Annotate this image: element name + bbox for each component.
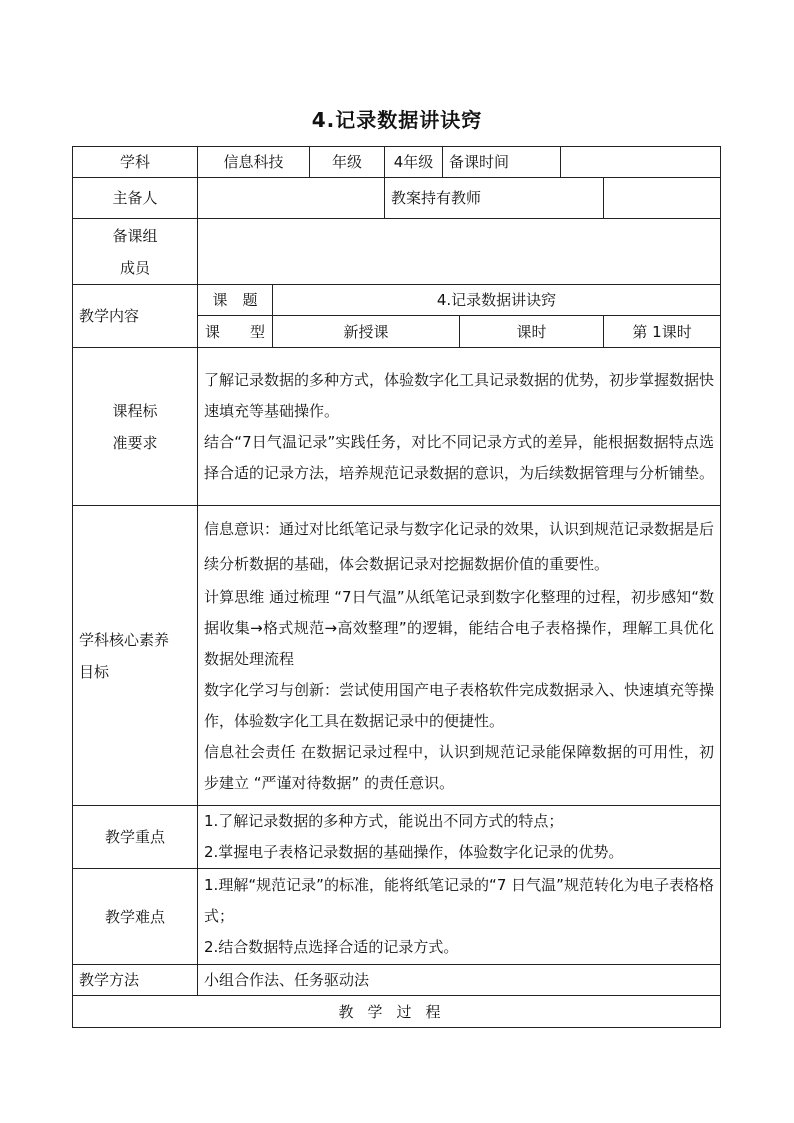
row-standards — [73, 348, 721, 506]
standards-paragraph: 结合“7日气温记录”实践任务，对比不同记录方式的差异，能根据数据特点选择合适的记录方法，培养规范记录数据的意识，为后续数据管理与分析铺垫。 — [204, 432, 715, 482]
group-value — [198, 219, 721, 285]
subject-label: 学科 — [73, 147, 198, 178]
standards-paragraph: 了解记录数据的多种方式，体验数字化工具记录数据的优势，初步掌握数据快速填充等基础操作。 — [204, 370, 715, 420]
group-label-line1: 备课组 — [112, 226, 158, 245]
holder-label: 教案持有教师 — [385, 178, 604, 219]
key-points-text — [198, 806, 721, 869]
topic-label: 课 题 — [198, 285, 273, 316]
row-group — [73, 219, 721, 285]
type-value: 新授课 — [273, 316, 460, 348]
core-paragraph: 信息社会责任 在数据记录过程中，认识到规范记录能保障数据的可用性，初步建立 “严谨对待数据” 的责任意识。 — [204, 743, 715, 792]
core-label — [73, 506, 198, 806]
key-point-item: 2.掌握电子表格记录数据的基础操作，体验数字化记录的优势。 — [204, 843, 624, 861]
row-difficulties — [73, 869, 721, 965]
row-process — [73, 996, 721, 1028]
hours-value: 第 1课时 — [604, 316, 721, 348]
key-point-item: 1.了解记录数据的多种方式，能说出不同方式的特点； — [204, 812, 564, 830]
prep-time-value — [561, 147, 721, 178]
group-label — [73, 219, 198, 285]
topic-value: 4.记录数据讲诀窍 — [273, 285, 721, 316]
row-topic — [73, 285, 721, 316]
page-title: 4.记录数据讲诀窍 — [311, 108, 483, 132]
row-subject — [73, 147, 721, 178]
methods-label: 教学方法 — [73, 965, 198, 996]
grade-label: 年级 — [310, 147, 385, 178]
methods-value: 小组合作法、任务驱动法 — [198, 965, 721, 996]
difficulties-text — [198, 869, 721, 965]
key-points-label: 教学重点 — [73, 806, 198, 869]
lead-value — [198, 178, 385, 219]
subject-value: 信息科技 — [198, 147, 310, 178]
group-label-line2: 成员 — [119, 258, 150, 277]
content-label: 教学内容 — [73, 285, 198, 348]
process-heading: 教学过程 — [73, 996, 721, 1028]
hours-label: 课时 — [460, 316, 604, 348]
standards-text — [198, 348, 721, 506]
standards-label-line1: 课程标 — [112, 401, 158, 420]
core-paragraph: 信息意识：通过对比纸笔记录与数字化记录的效果，认识到规范记录数据是后续分析数据的基础，体会数据记录对挖掘数据价值的重要性。 — [204, 520, 715, 573]
lead-label: 主备人 — [73, 178, 198, 219]
lesson-plan-table — [72, 146, 721, 1028]
type-label: 课 型 — [198, 316, 273, 348]
holder-value — [604, 178, 721, 219]
difficulties-label: 教学难点 — [73, 869, 198, 965]
core-paragraph: 数字化学习与创新：尝试使用国产电子表格软件完成数据录入、快速填充等操作，体验数字化工具在数据记录中的便捷性。 — [204, 681, 715, 730]
row-key-points — [73, 806, 721, 869]
core-paragraph: 计算思维 通过梳理 “7日气温”从纸笔记录到数字化整理的过程，初步感知“数据收集→格式规范→高效整理”的逻辑，能结合电子表格操作，理解工具优化数据处理流程 — [204, 588, 715, 668]
standards-label-line2: 准要求 — [112, 433, 158, 452]
row-lead — [73, 178, 721, 219]
grade-value: 4年级 — [385, 147, 443, 178]
row-core — [73, 506, 721, 806]
prep-time-label: 备课时间 — [443, 147, 561, 178]
standards-label — [73, 348, 198, 506]
difficulty-item: 1.理解“规范记录”的标准，能将纸笔记录的“7 日气温”规范转化为电子表格格式； — [204, 876, 715, 925]
core-label-line1: 学科核心素养 — [79, 630, 170, 649]
row-methods — [73, 965, 721, 996]
core-label-line2: 目标 — [79, 662, 110, 681]
difficulty-item: 2.结合数据特点选择合适的记录方式。 — [204, 938, 459, 956]
core-text — [198, 506, 721, 806]
